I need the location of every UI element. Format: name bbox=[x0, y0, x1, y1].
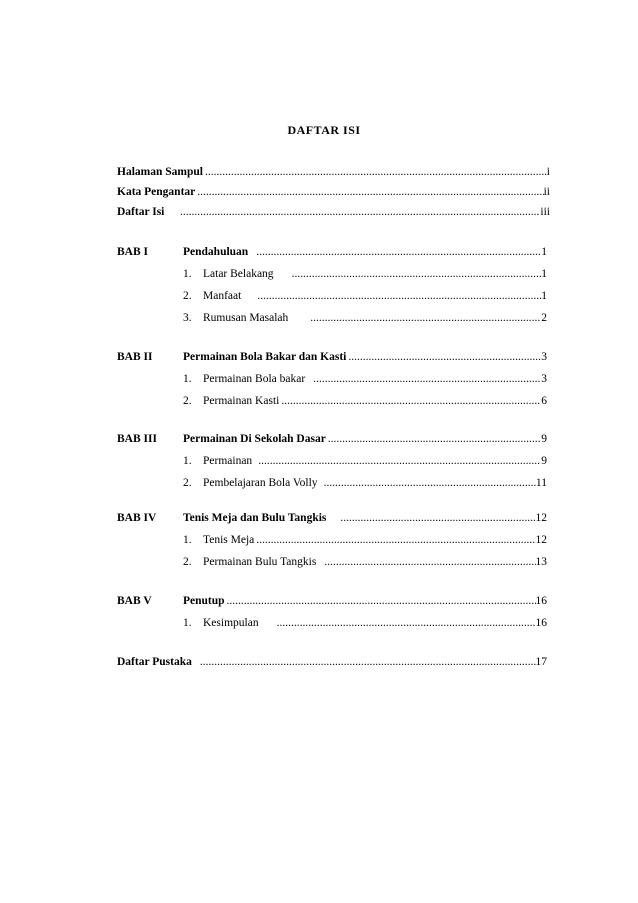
toc-subentry bbox=[183, 532, 547, 548]
toc-page-number: 16 bbox=[535, 617, 547, 629]
toc-chapter-bab-1 bbox=[117, 244, 547, 260]
toc-subentry bbox=[183, 288, 547, 304]
dot-leader bbox=[326, 431, 541, 447]
toc-subentry bbox=[183, 371, 547, 387]
dot-leader bbox=[338, 510, 535, 526]
toc-entry-daftar-pustaka bbox=[117, 654, 547, 670]
toc-subentry bbox=[183, 475, 547, 491]
toc-page-number: 12 bbox=[535, 534, 547, 546]
chapter-title: Penutup bbox=[183, 595, 225, 607]
toc-page-number: ii bbox=[543, 186, 550, 198]
toc-subentry bbox=[183, 453, 547, 469]
item-number: 1. bbox=[183, 617, 192, 629]
item-label: Latar Belakang bbox=[203, 268, 274, 280]
toc-page-number: 2 bbox=[541, 312, 547, 324]
toc-page-number: i bbox=[546, 166, 550, 178]
toc-entry-label: Kata Pengantar bbox=[117, 186, 196, 198]
dot-leader bbox=[225, 593, 536, 609]
toc-page-number: 16 bbox=[535, 595, 547, 607]
toc-page-number: 1 bbox=[541, 246, 547, 258]
item-number: 1. bbox=[183, 455, 192, 467]
toc-entry-kata-pengantar bbox=[117, 184, 550, 200]
dot-leader bbox=[308, 310, 541, 326]
toc-subentry bbox=[183, 266, 547, 282]
toc-page-number: 12 bbox=[535, 512, 547, 524]
item-number: 2. bbox=[183, 556, 192, 568]
toc-page-number: 17 bbox=[535, 656, 547, 668]
chapter-number: BAB I bbox=[117, 246, 148, 258]
dot-leader bbox=[254, 532, 535, 548]
chapter-number: BAB V bbox=[117, 595, 152, 607]
toc-subentry bbox=[183, 393, 547, 409]
toc-page-number: 3 bbox=[541, 351, 547, 363]
item-label: Tenis Meja bbox=[203, 534, 255, 546]
item-label: Permainan bbox=[203, 455, 253, 467]
chapter-number: BAB II bbox=[117, 351, 153, 363]
item-number: 1. bbox=[183, 534, 192, 546]
item-number: 3. bbox=[183, 312, 192, 324]
dot-leader bbox=[311, 371, 541, 387]
toc-page-number: 11 bbox=[535, 477, 547, 489]
toc-page-number: 9 bbox=[541, 455, 547, 467]
item-label: Manfaat bbox=[203, 290, 242, 302]
toc-subentry bbox=[183, 554, 547, 570]
dot-leader bbox=[255, 288, 541, 304]
toc-page-number: 1 bbox=[541, 290, 547, 302]
item-label: Pembelajaran Bola Volly bbox=[203, 477, 318, 489]
toc-chapter-bab-3 bbox=[117, 431, 547, 447]
item-label: Permainan Bola bakar bbox=[203, 373, 306, 385]
chapter-number: BAB III bbox=[117, 433, 157, 445]
toc-entry-daftar-isi bbox=[117, 204, 550, 220]
chapter-title: Permainan Bola Bakar dan Kasti bbox=[183, 351, 347, 363]
item-number: 2. bbox=[183, 477, 192, 489]
dot-leader bbox=[195, 184, 543, 200]
toc-subentry bbox=[183, 310, 547, 326]
item-number: 1. bbox=[183, 268, 192, 280]
toc-page-number: 9 bbox=[541, 433, 547, 445]
toc-page-number: 6 bbox=[541, 395, 547, 407]
chapter-title: Pendahuluan bbox=[183, 246, 249, 258]
dot-leader bbox=[256, 453, 541, 469]
toc-entry-label: Daftar Pustaka bbox=[117, 656, 192, 668]
toc-entry-halaman-sampul bbox=[117, 164, 550, 180]
toc-page-number: iii bbox=[540, 206, 550, 218]
toc-entry-label: Halaman Sampul bbox=[117, 166, 203, 178]
toc-chapter-bab-5 bbox=[117, 593, 547, 609]
chapter-title: Permainan Di Sekolah Dasar bbox=[183, 433, 326, 445]
dot-leader bbox=[322, 554, 535, 570]
item-label: Permainan Bulu Tangkis bbox=[203, 556, 317, 568]
dot-leader bbox=[322, 475, 536, 491]
chapter-title: Tenis Meja dan Bulu Tangkis bbox=[183, 512, 327, 524]
dot-leader bbox=[279, 393, 541, 409]
item-number: 2. bbox=[183, 290, 192, 302]
item-label: Kesimpulan bbox=[203, 617, 259, 629]
item-number: 1. bbox=[183, 373, 192, 385]
item-label: Rumusan Masalah bbox=[203, 312, 289, 324]
dot-leader bbox=[254, 244, 541, 260]
toc-title: DAFTAR ISI bbox=[287, 123, 361, 137]
toc-subentry bbox=[183, 615, 547, 631]
toc-page-number: 1 bbox=[541, 268, 547, 280]
toc-entry-label: Daftar Isi bbox=[117, 206, 165, 218]
dot-leader bbox=[346, 349, 541, 365]
dot-leader bbox=[198, 654, 536, 670]
chapter-number: BAB IV bbox=[117, 512, 157, 524]
item-number: 2. bbox=[183, 395, 192, 407]
toc-chapter-bab-2 bbox=[117, 349, 547, 365]
toc-chapter-bab-4 bbox=[117, 510, 547, 526]
dot-leader bbox=[275, 615, 536, 631]
toc-page-number: 3 bbox=[541, 373, 547, 385]
item-label: Permainan Kasti bbox=[203, 395, 280, 407]
toc-page-number: 13 bbox=[535, 556, 547, 568]
dot-leader bbox=[178, 204, 540, 220]
dot-leader bbox=[290, 266, 542, 282]
dot-leader bbox=[203, 164, 547, 180]
